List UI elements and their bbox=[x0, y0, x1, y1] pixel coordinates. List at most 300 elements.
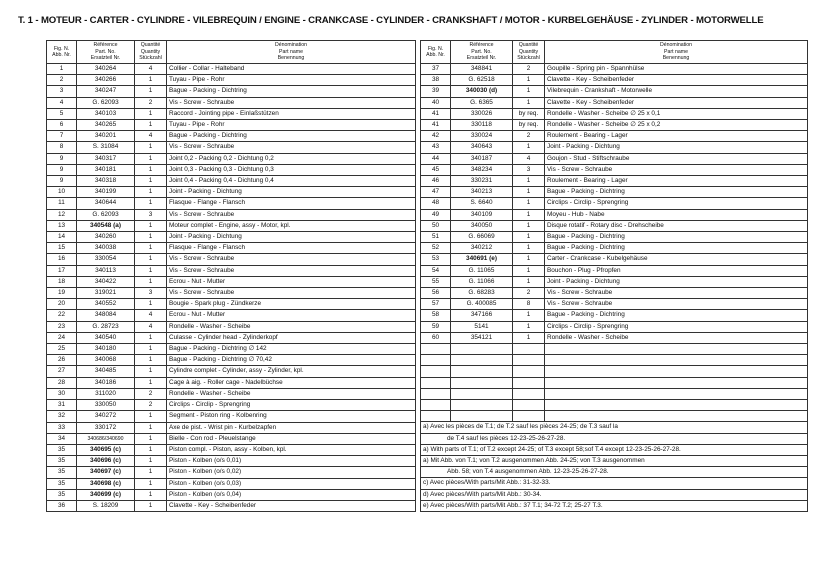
empty-cell bbox=[421, 400, 451, 411]
header-line: Fig. N. bbox=[427, 45, 444, 52]
empty-cell bbox=[421, 377, 451, 388]
part-name: Joint 0,3 - Packing 0,3 - Dichtung 0,3 bbox=[167, 164, 416, 175]
part-reference: 340187 bbox=[451, 153, 513, 164]
table-row bbox=[47, 64, 416, 75]
fig-number: 18 bbox=[47, 276, 77, 287]
quantity: 4 bbox=[135, 131, 167, 142]
part-reference: 340698 (c) bbox=[77, 478, 135, 489]
part-reference: S. 18209 bbox=[77, 500, 135, 511]
quantity: 1 bbox=[513, 254, 545, 265]
header-line: Benennung bbox=[277, 55, 305, 62]
part-name: Moyeu - Hub - Nabe bbox=[545, 209, 808, 220]
empty-cell bbox=[545, 366, 808, 377]
header-line: Part. No. bbox=[95, 48, 116, 55]
quantity: 1 bbox=[135, 142, 167, 153]
header-ref bbox=[77, 41, 135, 64]
part-reference: G. 62093 bbox=[77, 97, 135, 108]
header-denom bbox=[167, 41, 416, 64]
header-line: Quantité bbox=[518, 42, 539, 49]
empty-cell bbox=[451, 377, 513, 388]
part-reference: 340213 bbox=[451, 187, 513, 198]
part-name: Bague - Packing - Dichtring ∅ 70,42 bbox=[167, 355, 416, 366]
fig-number: 2 bbox=[47, 75, 77, 86]
note-row bbox=[421, 489, 808, 500]
part-name: Joint - Packing - Dichtung bbox=[545, 142, 808, 153]
header-qty bbox=[513, 41, 545, 64]
part-name: Bielle - Con rod - Pleuelstange bbox=[167, 433, 416, 444]
empty-row bbox=[421, 388, 808, 399]
table-row bbox=[47, 142, 416, 153]
part-reference: 340696 (c) bbox=[77, 456, 135, 467]
empty-row bbox=[421, 355, 808, 366]
header-ref bbox=[451, 41, 513, 64]
table-row bbox=[47, 411, 416, 422]
quantity: 1 bbox=[135, 176, 167, 187]
page-title: T. 1 - MOTEUR - CARTER - CYLINDRE - VILEBREQUIN / ENGINE - CRANKCASE - CYLINDER - CRANKSHAFT / MOTOR - KURBELGEHÄUSE - ZYLINDER - MOTORWELLE bbox=[18, 15, 764, 26]
fig-number: 34 bbox=[47, 433, 77, 444]
note-row bbox=[421, 456, 808, 467]
table-row bbox=[421, 142, 808, 153]
quantity: 4 bbox=[513, 153, 545, 164]
table-row bbox=[47, 344, 416, 355]
footnote: d) Avec pièces/With parts/Mit Abb.: 30-34. bbox=[421, 489, 808, 500]
header-line: Quantity bbox=[140, 48, 161, 55]
quantity: 1 bbox=[513, 86, 545, 97]
part-name: Piston compl. - Piston, assy - Kolben, kpl. bbox=[167, 444, 416, 455]
fig-number: 60 bbox=[421, 332, 451, 343]
part-name: Collier - Collar - Halteband bbox=[167, 64, 416, 75]
table-row bbox=[47, 500, 416, 511]
table-row bbox=[47, 478, 416, 489]
table-row bbox=[47, 489, 416, 500]
part-reference: 330172 bbox=[77, 422, 135, 433]
fig-number: 24 bbox=[47, 332, 77, 343]
part-reference: 340199 bbox=[77, 187, 135, 198]
note-row bbox=[421, 478, 808, 489]
empty-cell bbox=[421, 388, 451, 399]
part-name: Vis - Screw - Schraube bbox=[167, 209, 416, 220]
part-name: Piston - Kolben (o/s 0,04) bbox=[167, 489, 416, 500]
part-reference: G. 62518 bbox=[451, 75, 513, 86]
quantity: 1 bbox=[135, 489, 167, 500]
quantity: 1 bbox=[135, 243, 167, 254]
quantity: 3 bbox=[513, 164, 545, 175]
footnote: de T.4 sauf les pièces 12-23-25-26-27-28. bbox=[421, 433, 808, 444]
fig-number: 20 bbox=[47, 299, 77, 310]
quantity: 1 bbox=[135, 422, 167, 433]
empty-cell bbox=[451, 344, 513, 355]
part-name: Roulement - Bearing - Lager bbox=[545, 176, 808, 187]
empty-cell bbox=[545, 344, 808, 355]
table-row bbox=[47, 187, 416, 198]
table-row bbox=[47, 131, 416, 142]
note-row bbox=[421, 422, 808, 433]
quantity: 1 bbox=[513, 243, 545, 254]
table-row bbox=[421, 64, 808, 75]
fig-number: 8 bbox=[47, 142, 77, 153]
table-row bbox=[47, 232, 416, 243]
table-row bbox=[421, 276, 808, 287]
fig-number: 57 bbox=[421, 299, 451, 310]
part-reference: 340644 bbox=[77, 198, 135, 209]
part-name: Circlips - Circlip - Sprengring bbox=[167, 400, 416, 411]
table-row bbox=[47, 254, 416, 265]
part-name: Piston - Kolben (o/s 0,03) bbox=[167, 478, 416, 489]
note-row bbox=[421, 467, 808, 478]
empty-cell bbox=[513, 366, 545, 377]
fig-number: 43 bbox=[421, 142, 451, 153]
part-reference: 319021 bbox=[77, 288, 135, 299]
header-line: Ersatzteil Nr. bbox=[90, 55, 121, 62]
header-qty bbox=[135, 41, 167, 64]
part-reference: 348841 bbox=[451, 64, 513, 75]
fig-number: 35 bbox=[47, 444, 77, 455]
quantity: 1 bbox=[135, 187, 167, 198]
header-line: Dénomination bbox=[274, 42, 307, 49]
table-row bbox=[421, 108, 808, 119]
quantity: 1 bbox=[135, 198, 167, 209]
quantity: 1 bbox=[135, 366, 167, 377]
part-reference: S. 31084 bbox=[77, 142, 135, 153]
part-reference: 340186 bbox=[77, 377, 135, 388]
part-name: Joint 0,4 - Packing 0,4 - Dichtung 0,4 bbox=[167, 176, 416, 187]
note-row bbox=[421, 500, 808, 511]
quantity: 1 bbox=[135, 344, 167, 355]
quantity: 2 bbox=[513, 131, 545, 142]
empty-cell bbox=[421, 411, 451, 422]
part-name: Clavette - Key - Scheibenfeder bbox=[167, 500, 416, 511]
part-reference: 340422 bbox=[77, 276, 135, 287]
fig-number: 31 bbox=[47, 400, 77, 411]
part-name: Vis - Screw - Schraube bbox=[167, 97, 416, 108]
part-reference: 330026 bbox=[451, 108, 513, 119]
quantity: 1 bbox=[135, 444, 167, 455]
empty-cell bbox=[513, 355, 545, 366]
quantity: 1 bbox=[513, 142, 545, 153]
fig-number: 33 bbox=[47, 422, 77, 433]
quantity: 4 bbox=[135, 310, 167, 321]
header-line: Part. No. bbox=[471, 48, 492, 55]
fig-number: 7 bbox=[47, 131, 77, 142]
fig-number: 46 bbox=[421, 176, 451, 187]
part-reference: 340691 (e) bbox=[451, 254, 513, 265]
fig-number: 17 bbox=[47, 265, 77, 276]
part-name: Joint 0,2 - Packing 0,2 - Dichtung 0,2 bbox=[167, 153, 416, 164]
part-name: Culasse - Cylinder head - Zylinderkopf bbox=[167, 332, 416, 343]
empty-cell bbox=[513, 411, 545, 422]
fig-number: 42 bbox=[421, 131, 451, 142]
table-row bbox=[47, 433, 416, 444]
empty-cell bbox=[513, 400, 545, 411]
empty-cell bbox=[545, 411, 808, 422]
table-row bbox=[47, 321, 416, 332]
quantity: 1 bbox=[513, 276, 545, 287]
fig-number: 23 bbox=[47, 321, 77, 332]
quantity: 1 bbox=[513, 198, 545, 209]
part-name: Roulement - Bearing - Lager bbox=[545, 131, 808, 142]
part-name: Vis - Screw - Schraube bbox=[167, 254, 416, 265]
fig-number: 41 bbox=[421, 120, 451, 131]
quantity: 1 bbox=[135, 153, 167, 164]
fig-number: 5 bbox=[47, 108, 77, 119]
fig-number: 12 bbox=[47, 209, 77, 220]
fig-number: 1 bbox=[47, 64, 77, 75]
header-row bbox=[421, 41, 808, 64]
quantity: 1 bbox=[135, 265, 167, 276]
empty-cell bbox=[513, 377, 545, 388]
part-name: Clavette - Key - Scheibenfeder bbox=[545, 97, 808, 108]
fig-number: 41 bbox=[421, 108, 451, 119]
empty-cell bbox=[451, 366, 513, 377]
part-name: Joint - Packing - Dichtung bbox=[545, 276, 808, 287]
part-reference: 340266 bbox=[77, 75, 135, 86]
table-row bbox=[421, 187, 808, 198]
part-reference: 330118 bbox=[451, 120, 513, 131]
table-row bbox=[47, 276, 416, 287]
quantity: 8 bbox=[513, 299, 545, 310]
quantity: 1 bbox=[135, 164, 167, 175]
part-name: Rondelle - Washer - Scheibe ∅ 25 x 0,2 bbox=[545, 120, 808, 131]
fig-number: 11 bbox=[47, 198, 77, 209]
table-row bbox=[421, 120, 808, 131]
part-name: Bague - Packing - Dichtring ∅ 142 bbox=[167, 344, 416, 355]
table-row bbox=[421, 243, 808, 254]
quantity: 1 bbox=[135, 433, 167, 444]
table-row bbox=[47, 288, 416, 299]
table-row bbox=[47, 209, 416, 220]
part-name: Vis - Screw - Schraube bbox=[545, 164, 808, 175]
empty-cell bbox=[421, 344, 451, 355]
part-reference: 340109 bbox=[451, 209, 513, 220]
fig-number: 52 bbox=[421, 243, 451, 254]
fig-number: 32 bbox=[47, 411, 77, 422]
quantity: 2 bbox=[513, 288, 545, 299]
part-name: Piston - Kolben (o/s 0,01) bbox=[167, 456, 416, 467]
fig-number: 30 bbox=[47, 388, 77, 399]
empty-row bbox=[421, 400, 808, 411]
header-line: Abb. Nr. bbox=[426, 52, 445, 58]
fig-number: 59 bbox=[421, 321, 451, 332]
fig-number: 9 bbox=[47, 153, 77, 164]
part-reference: 348234 bbox=[451, 164, 513, 175]
part-reference: 340695 (c) bbox=[77, 444, 135, 455]
fig-number: 15 bbox=[47, 243, 77, 254]
fig-number: 50 bbox=[421, 220, 451, 231]
table-row bbox=[421, 220, 808, 231]
empty-cell bbox=[451, 355, 513, 366]
part-name: Vis - Screw - Schraube bbox=[167, 288, 416, 299]
table-row bbox=[421, 97, 808, 108]
footnote: a) Mit Abb. von T.1; von T.2 ausgenommen Abb. 24-25; von T.3 ausgenommen bbox=[421, 456, 808, 467]
quantity: 1 bbox=[513, 75, 545, 86]
table-row bbox=[421, 288, 808, 299]
fig-number: 49 bbox=[421, 209, 451, 220]
empty-row bbox=[421, 377, 808, 388]
table-row bbox=[47, 86, 416, 97]
table-row bbox=[47, 467, 416, 478]
footnote: e) Avec pièces/With parts/Mit Abb.: 37 T.1; 34-72 T.2; 25-27 T.3. bbox=[421, 500, 808, 511]
part-name: Raccord - Jointing pipe - Einlaßstützen bbox=[167, 108, 416, 119]
footnote: a) With parts of T.1; of T.2 except 24-25; of T.3 except 58;sof T.4 except 12-23-25-26-27-28. bbox=[421, 444, 808, 455]
quantity: 4 bbox=[135, 321, 167, 332]
table-row bbox=[421, 176, 808, 187]
table-row bbox=[47, 153, 416, 164]
table-row bbox=[421, 198, 808, 209]
table-row bbox=[421, 321, 808, 332]
part-name: Goujon - Stud - Stiftschraube bbox=[545, 153, 808, 164]
part-name: Disque rotatif - Rotary disc - Drehscheibe bbox=[545, 220, 808, 231]
footnote: a) Avec les pièces de T.1; de T.2 sauf les pièces 24-25; de T.3 sauf la bbox=[421, 422, 808, 433]
table-row bbox=[47, 422, 416, 433]
fig-number: 38 bbox=[421, 75, 451, 86]
part-reference: 340697 (c) bbox=[77, 467, 135, 478]
part-reference: 340264 bbox=[77, 64, 135, 75]
quantity: 2 bbox=[135, 400, 167, 411]
table-row bbox=[421, 164, 808, 175]
fig-number: 56 bbox=[421, 288, 451, 299]
table-row bbox=[421, 153, 808, 164]
fig-number: 40 bbox=[421, 97, 451, 108]
table-row bbox=[421, 75, 808, 86]
part-reference: 340699 (c) bbox=[77, 489, 135, 500]
quantity: 2 bbox=[135, 388, 167, 399]
parts-table-left bbox=[46, 40, 416, 512]
empty-cell bbox=[513, 388, 545, 399]
table-row bbox=[421, 265, 808, 276]
table-row bbox=[47, 332, 416, 343]
header-line: Abb. Nr. bbox=[52, 52, 71, 58]
fig-number: 35 bbox=[47, 467, 77, 478]
note-row bbox=[421, 444, 808, 455]
header-line: Fig. N. bbox=[53, 45, 70, 52]
quantity: 1 bbox=[135, 86, 167, 97]
table-row bbox=[47, 355, 416, 366]
fig-number: 35 bbox=[47, 456, 77, 467]
part-reference: 311020 bbox=[77, 388, 135, 399]
part-name: Tuyau - Pipe - Rohr bbox=[167, 75, 416, 86]
part-reference: 340686/340690 bbox=[77, 433, 135, 444]
table-row bbox=[47, 220, 416, 231]
fig-number: 44 bbox=[421, 153, 451, 164]
part-name: Vis - Screw - Schraube bbox=[545, 299, 808, 310]
part-name: Circlips - Circlip - Sprengring bbox=[545, 198, 808, 209]
part-reference: 340485 bbox=[77, 366, 135, 377]
quantity: 1 bbox=[513, 265, 545, 276]
part-name: Rondelle - Washer - Scheibe bbox=[167, 388, 416, 399]
quantity: 1 bbox=[135, 478, 167, 489]
part-reference: 340181 bbox=[77, 164, 135, 175]
note-row bbox=[421, 433, 808, 444]
fig-number: 45 bbox=[421, 164, 451, 175]
quantity: 2 bbox=[135, 97, 167, 108]
table-row bbox=[47, 97, 416, 108]
part-reference: G. 11065 bbox=[451, 265, 513, 276]
part-reference: 340643 bbox=[451, 142, 513, 153]
part-reference: G. 62093 bbox=[77, 209, 135, 220]
part-name: Vis - Screw - Schraube bbox=[167, 265, 416, 276]
empty-cell bbox=[545, 355, 808, 366]
fig-number: 13 bbox=[47, 220, 77, 231]
part-reference: 347166 bbox=[451, 310, 513, 321]
header-fig bbox=[47, 41, 77, 64]
table-row bbox=[47, 108, 416, 119]
empty-row bbox=[421, 344, 808, 355]
empty-cell bbox=[421, 366, 451, 377]
table-row bbox=[47, 400, 416, 411]
table-row bbox=[47, 176, 416, 187]
part-name: Rondelle - Washer - Scheibe bbox=[167, 321, 416, 332]
fig-number: 51 bbox=[421, 232, 451, 243]
table-row bbox=[47, 310, 416, 321]
part-reference: 330024 bbox=[451, 131, 513, 142]
part-name: Flasque - Flange - Flansch bbox=[167, 243, 416, 254]
part-name: Bague - Packing - Dichtring bbox=[545, 310, 808, 321]
part-reference: 340260 bbox=[77, 232, 135, 243]
part-reference: 340113 bbox=[77, 265, 135, 276]
part-reference: G. 400085 bbox=[451, 299, 513, 310]
quantity: 1 bbox=[135, 467, 167, 478]
part-name: Bague - Packing - Dichtring bbox=[545, 232, 808, 243]
header-line: Benennung bbox=[662, 55, 690, 62]
quantity: 3 bbox=[135, 288, 167, 299]
part-reference: 5141 bbox=[451, 321, 513, 332]
part-name: Cage à aig. - Roller cage - Nadelbüchse bbox=[167, 377, 416, 388]
quantity: 4 bbox=[135, 64, 167, 75]
parts-table-right bbox=[420, 40, 808, 512]
part-reference: 340050 bbox=[451, 220, 513, 231]
fig-number: 14 bbox=[47, 232, 77, 243]
part-name: Ecrou - Nut - Mutter bbox=[167, 276, 416, 287]
header-line: Stückzahl bbox=[517, 55, 540, 62]
part-reference: 340212 bbox=[451, 243, 513, 254]
footnote: c) Avec pièces/With parts/Mit Abb.: 31-32-33. bbox=[421, 478, 808, 489]
part-name: Joint - Packing - Dichtung bbox=[167, 187, 416, 198]
quantity: by req. bbox=[513, 108, 545, 119]
empty-cell bbox=[513, 344, 545, 355]
part-reference: 330054 bbox=[77, 254, 135, 265]
table-row bbox=[47, 444, 416, 455]
fig-number: 58 bbox=[421, 310, 451, 321]
empty-cell bbox=[545, 388, 808, 399]
quantity: 1 bbox=[135, 377, 167, 388]
quantity: 1 bbox=[135, 500, 167, 511]
part-name: Circlips - Circlip - Sprengring bbox=[545, 321, 808, 332]
quantity: 1 bbox=[135, 232, 167, 243]
quantity: 1 bbox=[513, 321, 545, 332]
fig-number: 27 bbox=[47, 366, 77, 377]
table-row bbox=[47, 198, 416, 209]
part-name: Bougie - Spark plug - Zündkerze bbox=[167, 299, 416, 310]
fig-number: 6 bbox=[47, 120, 77, 131]
part-reference: G. 68283 bbox=[451, 288, 513, 299]
fig-number: 36 bbox=[47, 500, 77, 511]
header-line: Référence bbox=[93, 42, 118, 49]
fig-number: 9 bbox=[47, 176, 77, 187]
table-row bbox=[421, 86, 808, 97]
empty-row bbox=[421, 411, 808, 422]
part-reference: G. 6365 bbox=[451, 97, 513, 108]
part-name: Rondelle - Washer - Scheibe bbox=[545, 332, 808, 343]
fig-number: 55 bbox=[421, 276, 451, 287]
quantity: 1 bbox=[135, 299, 167, 310]
fig-number: 9 bbox=[47, 164, 77, 175]
quantity: 1 bbox=[513, 209, 545, 220]
empty-cell bbox=[545, 377, 808, 388]
part-reference: 340317 bbox=[77, 153, 135, 164]
table-row bbox=[421, 254, 808, 265]
quantity: 1 bbox=[135, 120, 167, 131]
part-reference: 340103 bbox=[77, 108, 135, 119]
